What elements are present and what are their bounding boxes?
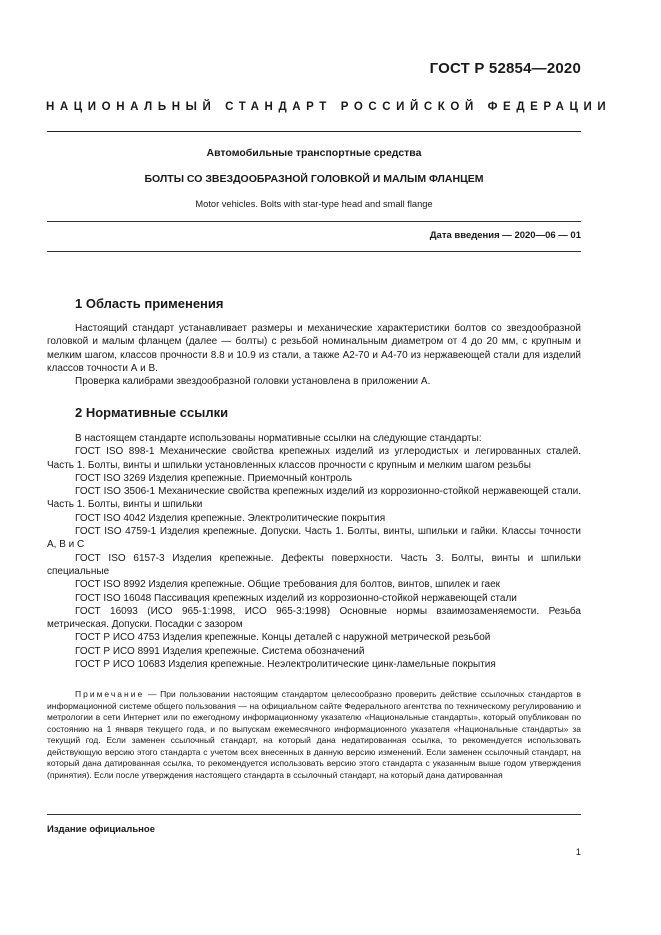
- national-standard-title: НАЦИОНАЛЬНЫЙ СТАНДАРТ РОССИЙСКОЙ ФЕДЕРАЦИИ: [46, 101, 612, 113]
- document-subtitle: Автомобильные транспортные средства: [206, 147, 422, 159]
- page-number: 1: [575, 847, 581, 858]
- standard-number: ГОСТ Р 52854—2020: [429, 60, 581, 77]
- references-note: [47, 689, 581, 781]
- reference-item: ГОСТ ISO 4042 Изделия крепежные. Электролитические покрытия: [75, 512, 386, 524]
- note-label: Примечание: [75, 689, 145, 699]
- normative-references-list: [47, 432, 581, 671]
- introduction-date: Дата введения — 2020—06 — 01: [429, 230, 581, 241]
- title-divider: [47, 221, 581, 222]
- footer-divider: [47, 814, 581, 815]
- section-2-heading: 2 Нормативные ссылки: [75, 405, 229, 420]
- reference-item: ГОСТ Р ИСО 4753 Изделия крепежные. Концы деталей с наружной метрической резьбой: [75, 632, 491, 644]
- reference-item: ГОСТ ISO 8992 Изделия крепежные. Общие требования для болтов, винтов, шпилек и гаек: [75, 579, 500, 591]
- document-title: БОЛТЫ СО ЗВЕЗДООБРАЗНОЙ ГОЛОВКОЙ И МАЛЫМ ФЛАНЦЕМ: [144, 173, 484, 185]
- header-divider: [47, 131, 581, 132]
- reference-item: ГОСТ 16093 (ИСО 965-1:1998, ИСО 965-3:1998) Основные нормы взаимозаменяемости. Резьба метрическая. Допуски. Посадки с зазором: [47, 605, 581, 631]
- reference-item: ГОСТ ISO 3269 Изделия крепежные. Приемочный контроль: [75, 472, 353, 484]
- note-text: — При пользовании настоящим стандартом целесообразно проверить действие ссылочных стандартов в информационной системе общего пользования — на официальном сайте Федерального агентства по техническому регулированию и метрологии в сети Интернет или по ежегодному информационному указателю «Национальные стандарты», который опубликован по состоянию на 1 января текущего года, и по выпускам ежемесячного информационного указателя «Национальные стандарты» за текущий год. Если заменен ссылочный стандарт, на который дана недатированная ссылка, то рекомендуется использовать действующую версию этого стандарта с учетом всех внесенных в данную версию изменений. Если заменен ссылочный стандарт, на который дана датированная ссылка, то рекомендуется использовать версию этого стандарта с указанным выше годом утверждения (принятия). Если после утверждения настоящего стандарта в ссылочный стандарт, на который дана датированная: [47, 689, 581, 780]
- section-1-paragraph: Настоящий стандарт устанавливает размеры и механические характеристики болтов со звездообразной головкой и малым фланцем (далее — болты) с резьбой номинальным диаметром от 4 до 20 мм, с крупным и мелким шагом, классов прочности 8.8 и 10.9 из стали, а также А2-70 и А4-70 из нержавеющей стали для изделий классов точности А и В.: [47, 323, 581, 374]
- reference-intro: В настоящем стандарте использованы нормативные ссылки на следующие стандарты:: [75, 433, 482, 444]
- reference-item: ГОСТ Р ИСО 10683 Изделия крепежные. Неэлектролитические цинк-ламельные покрытия: [75, 659, 496, 671]
- reference-item: ГОСТ ISO 3506-1 Механические свойства крепежных изделий из коррозионно-стойкой нержавеющей стали. Часть 1. Болты, винты и шпильки: [47, 486, 581, 511]
- reference-item: ГОСТ Р ИСО 8991 Изделия крепежные. Система обозначений: [75, 645, 365, 657]
- document-title-english: Motor vehicles. Bolts with star-type head and small flange: [195, 199, 433, 209]
- date-divider: [47, 251, 581, 252]
- section-1-heading: 1 Область применения: [75, 296, 224, 311]
- section-1-body: [47, 322, 581, 388]
- section-1-paragraph: Проверка калибрами звездообразной головки установлена в приложении А.: [75, 376, 431, 388]
- reference-item: ГОСТ ISO 6157-3 Изделия крепежные. Дефекты поверхности. Часть 3. Болты, винты и шпильки специальные: [47, 552, 581, 577]
- reference-item: ГОСТ ISO 898-1 Механические свойства крепежных изделий из углеродистых и легированных сталей. Часть 1. Болты, винты и шпильки установленных классов прочности с крупным и мелким шагом резьбы: [47, 446, 581, 471]
- reference-item: ГОСТ ISO 16048 Пассивация крепежных изделий из коррозионно-стойкой нержавеющей стали: [75, 592, 517, 604]
- reference-item: ГОСТ ISO 4759-1 Изделия крепежные. Допуски. Часть 1. Болты, винты, шпильки и гайки. Классы точности А, В и С: [47, 526, 581, 551]
- edition-label: Издание официальное: [47, 824, 155, 835]
